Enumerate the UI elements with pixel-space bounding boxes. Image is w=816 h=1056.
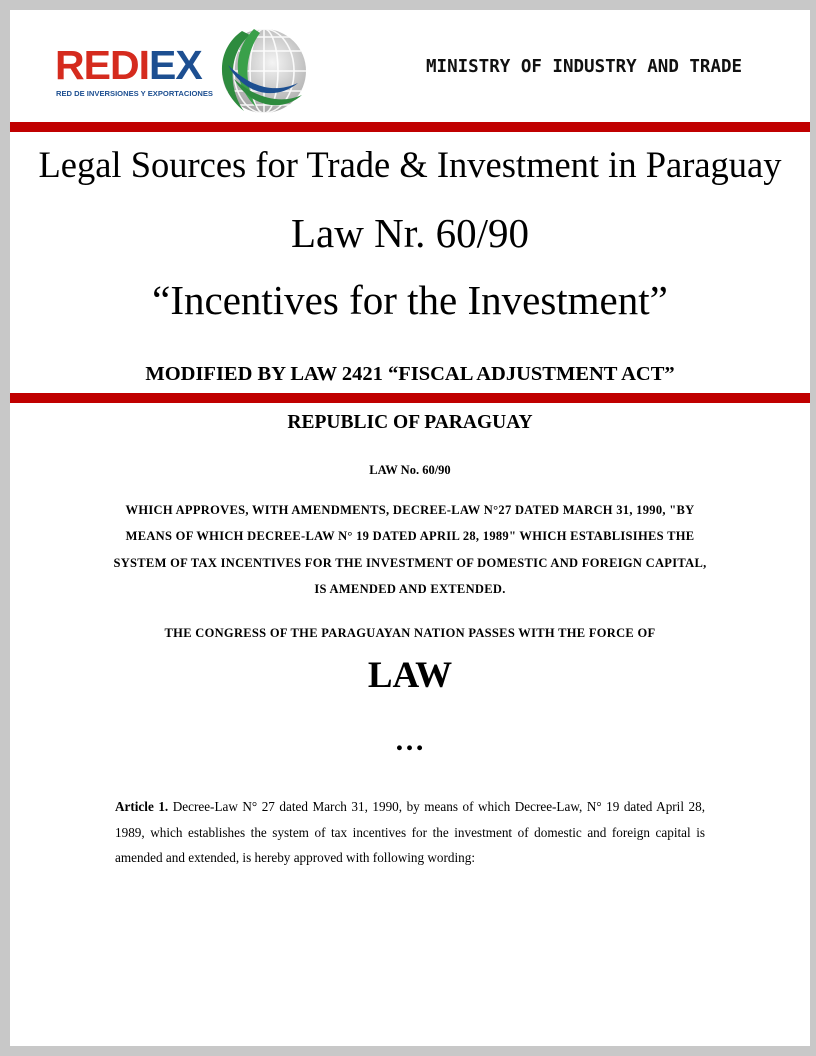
logo-wordmark-blue: EX xyxy=(148,42,202,88)
article-heading: Article 1. xyxy=(115,799,169,814)
ellipsis: … xyxy=(394,724,426,757)
red-divider-middle xyxy=(10,393,810,403)
modified-by-note: MODIFIED BY LAW 2421 “FISCAL ADJUSTMENT ACT” xyxy=(145,363,675,385)
law-heading: LAW xyxy=(367,655,453,696)
country-heading: REPUBLIC OF PARAGUAY xyxy=(287,412,533,433)
law-preamble: WHICH APPROVES, WITH AMENDMENTS, DECREE-LAW N°27 DATED MARCH 31, 1990, "BY MEANS OF WHICH DECREE-LAW N° 19 DATED APRIL 28, 1989" WHICH ESTABLISIHES THE SYSTEM OF TAX INCENTIVES FOR THE INVESTMENT OF DOMESTIC AND FOREIGN CAPITAL, IS AMENDED AND EXTENDED. xyxy=(113,503,707,596)
rediex-logo xyxy=(50,23,318,121)
logo-subtitle: RED DE INVERSIONES Y EXPORTACIONES xyxy=(56,89,213,98)
congress-statement: THE CONGRESS OF THE PARAGUAYAN NATION PASSES WITH THE FORCE OF xyxy=(164,626,656,640)
law-name-title: “Incentives for the Investment” xyxy=(152,277,668,323)
law-label: LAW No. 60/90 xyxy=(369,463,451,477)
logo-wordmark xyxy=(55,42,202,88)
ministry-heading: MINISTRY OF INDUSTRY AND TRADE xyxy=(426,57,743,77)
article-text: Decree-Law N° 27 dated March 31, 1990, by means of which Decree-Law, N° 19 dated April 28, 1989, which establishes the system of tax incentives for the investment of domestic and foreign capital is amended and extended, is hereby approved with following wording: xyxy=(115,799,706,866)
series-title: Legal Sources for Trade & Investment in Paraguay xyxy=(38,144,782,185)
globe-icon xyxy=(198,25,316,119)
document-page xyxy=(10,10,810,1046)
article-1-paragraph xyxy=(115,794,705,871)
logo-wordmark-red: REDI xyxy=(55,42,149,88)
law-number-title: Law Nr. 60/90 xyxy=(291,210,529,256)
red-divider-top xyxy=(10,122,810,132)
